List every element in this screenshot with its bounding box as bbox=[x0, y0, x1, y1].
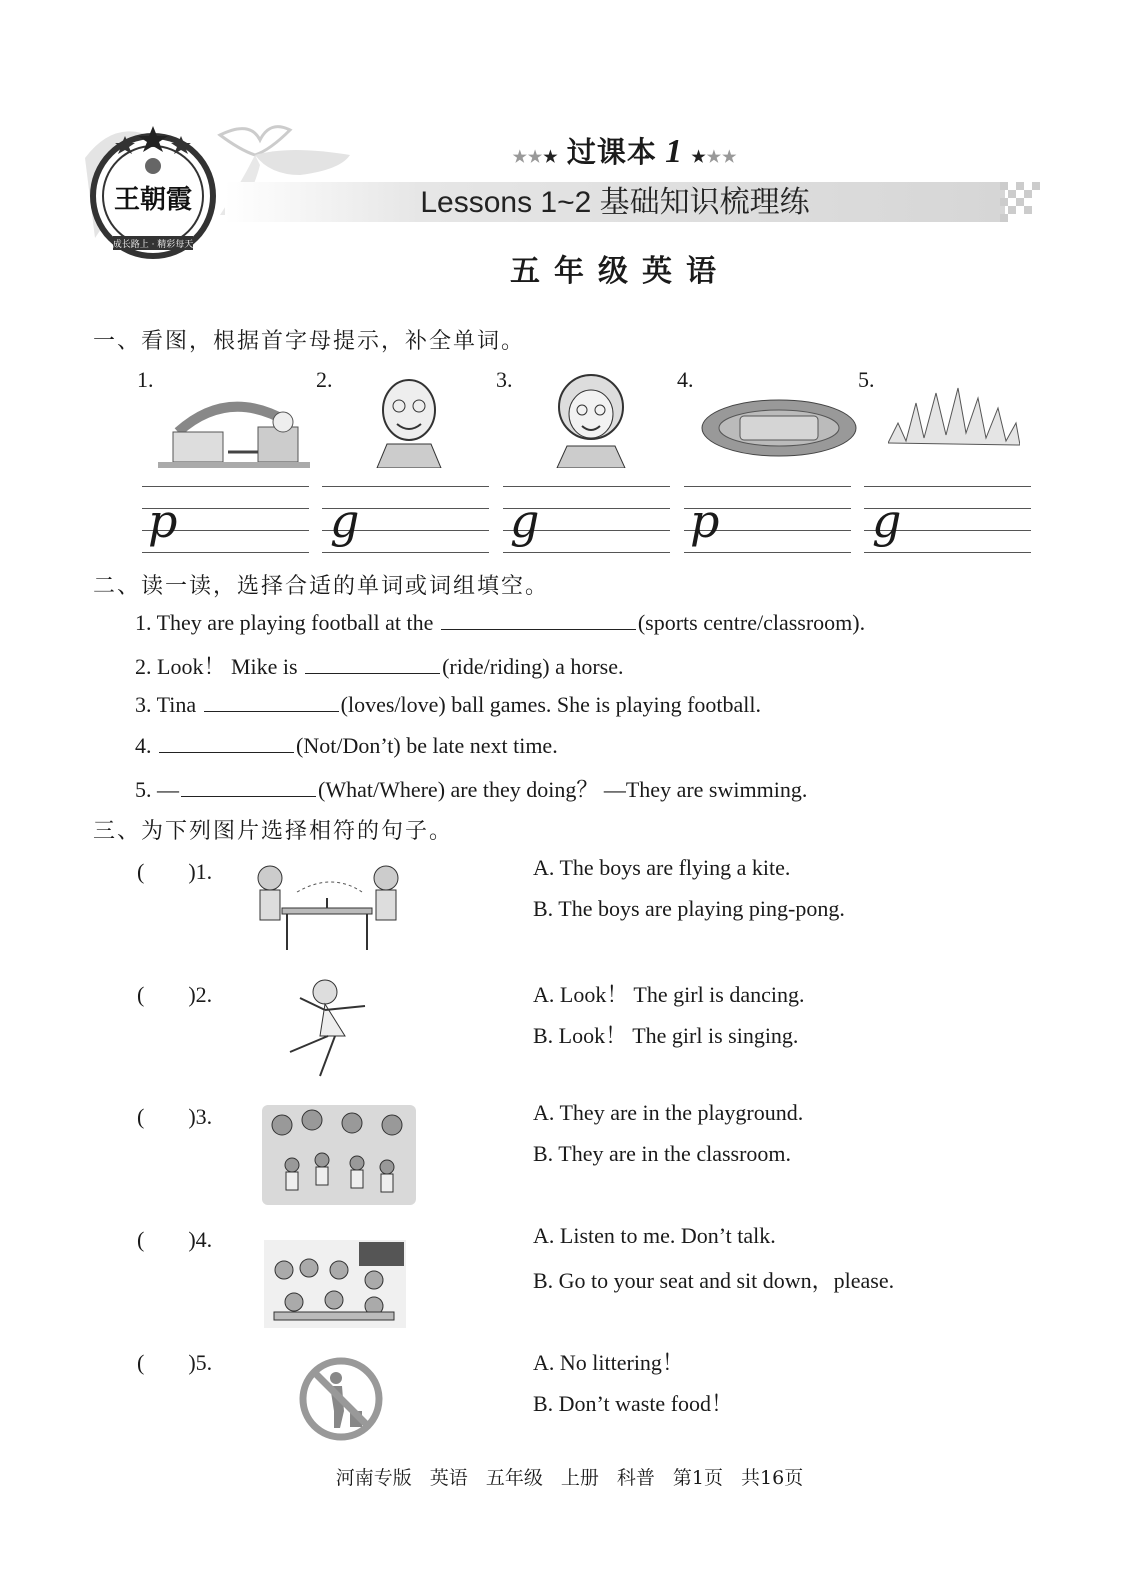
s1-item-num: 4. bbox=[677, 367, 694, 392]
item-num: 4. bbox=[195, 1227, 213, 1252]
paren-text: ( ) bbox=[137, 1227, 196, 1252]
paren-text: ( ) bbox=[137, 859, 196, 884]
question-option: (What/Where) are they doing？ —They are swimming. bbox=[318, 777, 808, 802]
option-a: A. Look！ The girl is dancing. bbox=[533, 982, 805, 1007]
page-footer: 河南专版 英语 五年级 上册 科普 第1页 共16页 bbox=[335, 1467, 804, 1489]
grandmother-picture bbox=[552, 372, 630, 468]
question-text: 2. Look！ Mike is bbox=[135, 654, 298, 679]
question-option: (sports centre/classroom). bbox=[637, 610, 866, 635]
answer-parentheses[interactable] bbox=[137, 1100, 212, 1131]
hint-letter: g bbox=[872, 494, 902, 548]
grass-picture bbox=[888, 383, 1020, 453]
option-a: A. No littering！ bbox=[533, 1350, 684, 1375]
answer-parentheses[interactable] bbox=[137, 1223, 212, 1254]
item-num: 2. bbox=[195, 982, 213, 1007]
option-b: B. They are in the classroom. bbox=[533, 1141, 792, 1166]
subject-title: 五年级英语 bbox=[510, 254, 730, 289]
option-b: B. Don’t waste food！ bbox=[533, 1391, 734, 1416]
s2-question bbox=[135, 691, 761, 718]
question-option: (Not/Don’t) be late next time. bbox=[296, 733, 558, 758]
option-b: B. Look！ The girl is singing. bbox=[533, 1023, 799, 1048]
star-icon: ★ bbox=[691, 149, 707, 166]
dancing-girl-picture bbox=[280, 976, 370, 1078]
answer-blank[interactable] bbox=[181, 776, 316, 797]
s1-item-num: 1. bbox=[137, 367, 154, 392]
s2-question bbox=[135, 732, 558, 759]
star-icon: ★ bbox=[512, 149, 528, 166]
question-option: (loves/love) ball games. She is playing football. bbox=[340, 692, 762, 717]
option-b: B. The boys are playing ping-pong. bbox=[533, 896, 845, 921]
no-littering-sign-icon bbox=[298, 1356, 384, 1442]
paren-text: ( ) bbox=[137, 982, 196, 1007]
star-icon: ★ bbox=[543, 149, 559, 166]
answer-parentheses[interactable] bbox=[137, 1346, 212, 1377]
option-a: A. They are in the playground. bbox=[533, 1100, 804, 1125]
star-icon: ★ bbox=[706, 149, 723, 166]
answer-parentheses[interactable] bbox=[137, 978, 212, 1009]
answer-blank[interactable] bbox=[441, 609, 636, 630]
hint-letter: p bbox=[690, 494, 720, 548]
s1-item-num: 2. bbox=[316, 367, 333, 392]
answer-blank[interactable] bbox=[204, 691, 339, 712]
item-num: 1. bbox=[195, 859, 213, 884]
series-title-text: 过课本 bbox=[566, 137, 657, 169]
answer-blank[interactable] bbox=[305, 653, 440, 674]
s1-item-num: 5. bbox=[858, 367, 875, 392]
paren-text: ( ) bbox=[137, 1104, 196, 1129]
section3-title: 三、为下列图片选择相符的句子。 bbox=[93, 819, 454, 844]
park-picture bbox=[158, 392, 310, 468]
answer-blank[interactable] bbox=[159, 732, 294, 753]
playground-picture bbox=[700, 398, 858, 458]
paren-text: ( ) bbox=[137, 1350, 196, 1375]
lesson-title: Lessons 1~2 基础知识梳理练 bbox=[420, 186, 810, 219]
item-num: 3. bbox=[195, 1104, 213, 1129]
s2-question bbox=[135, 609, 865, 636]
svg-text:王朝霞: 王朝霞 bbox=[113, 185, 193, 215]
question-text: 4. bbox=[135, 733, 152, 758]
option-b: B. Go to your seat and sit down，please. bbox=[533, 1268, 895, 1293]
hint-letter: p bbox=[148, 494, 178, 548]
playground-children-picture bbox=[262, 1105, 416, 1205]
star-icon: ★ bbox=[527, 149, 544, 166]
star-icon: ★ bbox=[722, 149, 738, 166]
checker-pattern bbox=[1000, 182, 1040, 222]
hint-letter: g bbox=[510, 494, 540, 548]
option-a: A. The boys are flying a kite. bbox=[533, 855, 791, 880]
option-a: A. Listen to me. Don’t talk. bbox=[533, 1223, 776, 1248]
series-number: 1 bbox=[665, 133, 684, 170]
answer-parentheses[interactable] bbox=[137, 855, 212, 886]
question-text: 5. — bbox=[135, 777, 179, 802]
question-text: 3. Tina bbox=[135, 692, 197, 717]
section2-title: 二、读一读，选择合适的单词或词组填空。 bbox=[93, 574, 550, 599]
ping-pong-picture bbox=[252, 862, 410, 950]
worksheet-series-title bbox=[500, 130, 750, 171]
question-option: (ride/riding) a horse. bbox=[442, 654, 624, 679]
s1-item-num: 3. bbox=[496, 367, 513, 392]
section1-title: 一、看图，根据首字母提示，补全单词。 bbox=[93, 329, 526, 354]
question-text: 1. They are playing football at the bbox=[135, 610, 434, 635]
item-num: 5. bbox=[195, 1350, 213, 1375]
grandfather-picture bbox=[372, 372, 446, 468]
s2-question bbox=[135, 650, 624, 681]
classroom-picture bbox=[264, 1240, 406, 1328]
hint-letter: g bbox=[330, 494, 360, 548]
s2-question bbox=[135, 773, 807, 804]
svg-text:成长路上 · 精彩每天: 成长路上 · 精彩每天 bbox=[112, 240, 194, 250]
